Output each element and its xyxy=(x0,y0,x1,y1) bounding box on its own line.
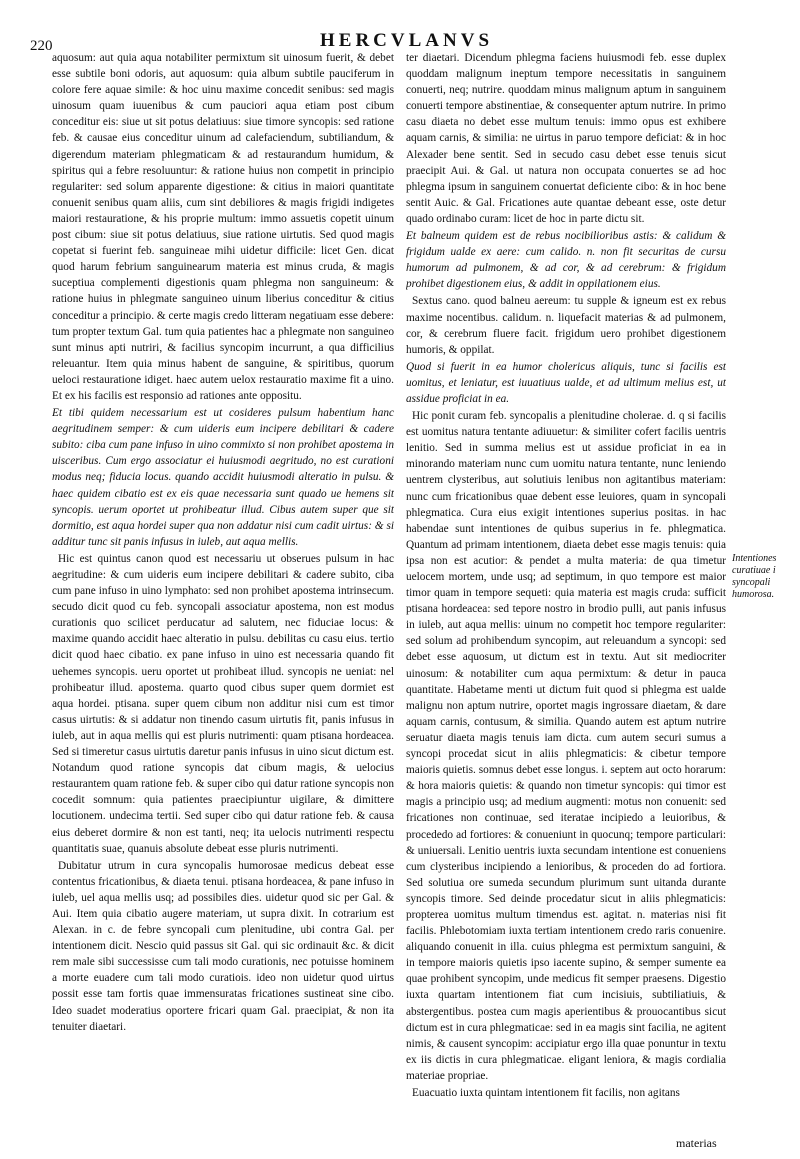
paragraph: Euacuatio iuxta quintam intentionem fit facilis, non agitans xyxy=(412,1087,680,1099)
paragraph: Quod si fuerit in ea humor cholericus aliquis, tunc si facilis est uomitus, et leniatur, est iuuatiuus ualde, et ad ultimum melius est, ut assidue proficiat in ea. xyxy=(406,360,726,405)
right-column xyxy=(406,50,726,1130)
paragraph: Dubitatur utrum in cura syncopalis humorosae medicus debeat esse contentus fricationibus, & diaeta tenui. ptisana hordeacea, & pane infuso in iuleb, uel aqua mellis usq; ad possibiles dies. uidetur quod sic per Gal. & Aui. Item quia cibatio augere materiam, ut supra dixit. In cotrarium est Alexan. in c. de febre syncopali cum plenitudine, ubi contra Gal. per intentionem dicit. Nescio quid passus sit Gal. qui sic ordinauit &c. & dicit rem male sibi successisse cum tali modo curationis, nec potuisse hominem a morte euadere cum tali modo curatiois. ideo non uidetur quod uirtus possit esse tam fortis quae immensuratas fricationes sustineat sine cibo. Ideo suadet moderatius oportere fricari quam Gal. praecipiat, & non ita tenuiter diaetari. xyxy=(52,859,394,1033)
paragraph: Hic ponit curam feb. syncopalis a plenitudine cholerae. d. q si facilis est uomitus natura tentante adiuuetur: & similiter cofert facilis uentris lenitio. Sed in summa melius est ut assidue proficiat in ea in minorando materiam nunc cum uomitu natura tentante, nunc leniendo uentrem clysteribus, aut solutiuis lenibus non agitantibus materiam: nunc cum fricationibus quae debent esse leuiores, quam in syncopali phlegmatica. Cura eius exigit intentiones superius positas. in hac habendae sunt intentiones de quibus superius in fe. phlegmatica. Quantum ad primam intentionem, diaeta debet esse magis tenuis: quia ipsa non est acutior: & pendet a multa materia: de qua timetur uelocem mortem, unde usq; ad septimum, in quo tempore est maior timor quam in tempore sequeti: quia materia est magis cruda: sufficit ptisana hordeacea: sed tepore nostro in brodio pulli, aut panis infusus in iuleb, aut aqua mellis: uinum no competit hoc tempore regulariter: sed solum ad prohibendum syncopim, aut releuandum a syncopi: sed debet esse aquosum, ut dictum est in textu. Aut sit mediocriter uinosum: & notabiliter cum aqua permixtum: & detur in pauca quantitate. Habetame menti ut dictum fuit quod si phlegma est ualde malignu non aptum nutrire, oportet magis ingrossare diaetam, & dare aquam carnis, contusum, & similia. Quando autem est aptum nutrire seruatur diaeta magis tenuis iam dicta. cum autem securi sumus a syncopi procedat sicut in aliis phlegmaticis: & cibetur tempore maioris quietis. somnus debet esse longus. i. septem aut octo horarum: & hora maioris quietis: & quando non timetur syncopis: qui timor est magis a principio usq; ad medium augmenti: motus non conuenit: sed fricationes non continuae, sed iteratae incipiedo a leuioribus, & procededo ad fortiores: & conueniunt in quocunq; tempore particulari: & uniuersali. Lenitio uentris iuxta secundam intentione est conueniens cum clysteribus incipiendo a lenioribus, & proceden do ad fortiora. Sed solutiua ore sumeda secundum plurimum sunt uitanda durante syncopis timore. Sed deinde procedatur sicut in aliis phlegmaticis: propterea uomitus multum timendus est. agitat. n. materias nisi fit facilis. Phlebotomiam iuxta tertiam intentionem credo raris conuenire. aliquando conuenit in illa. cuius phlegma est permixtum sanguini, & in tempore maioris quietis ipso iacente supino, & semper sumente ea quae prohibent syncopim, unde medicus fit semper praesens. Digestio iuxta quartam intentionem fiat cum incisiuis, subtiliatiuis, & abstergentibus. postea cum magis aperientibus & prouocantibus sicut dictum est in cura phlegmaticae: sed in ea magis sint facilia, ne agitent nimis, & causent syncopim: accipiatur ergo illa quae ponuntur in textu ex iis dictis in cura phlegmaticae. eligant leniora, & magis cordialia materiae propriae. xyxy=(406,410,726,1082)
paragraph: Sextus cano. quod balneu aereum: tu supple & igneum est ex rebus maxime nocentibus. calidum. n. liquefacit materias & ad pulmonem, cor, & cerebrum fluere facit. frigidum uero prohibet digestionem humoris, & oppilat. xyxy=(406,295,726,356)
paragraph: Et tibi quidem necessarium est ut cosideres pulsum habentium hanc aegritudinem semper: & cum uideris eum incipere debilitari & cadere subito: ciba cum pane infuso in uino commixto si non prohibet apostema in uisceribus. Cum ergo associatur ei huiusmodi aegritudo, no est curationi modus neq; fiducia locus. quando accidit huiusmodi alteratio in pulsu. & haec quidem cibatio est ex eis quae necessaria sunt quado ue hemens sit syncopis. uerum oportet ut prohibeatur illud. Cibus autem super que sit dormitio, est aqua hordei super qua non addatur nisi cum cadit uirtus: & si additur tunc sit panis infusus in iuleb, aut aqua mellis. xyxy=(52,407,394,548)
left-column xyxy=(52,50,394,1130)
margin-note: Intentiones curatiuae i syncopali humorosa. xyxy=(732,553,777,600)
paragraph: aquosum: aut quia aqua notabiliter permixtum sit uinosum fuerit, & debet esse subtile boni odoris, aut aquosum: quia album subtile pauciferum in colore fere aquae simile: & hoc uinu maxime concedit senibus: sed magis uinosum quam iuuenibus & cum pauciori aqua etiam post cibum conceditur eis: siue ut sit potus delatiuus: siue timore syncopis: sed ratione feb. & causae eius conceditur uinum ad calefaciendum, subtiliandum, & digerendum materiam phlegmaticam & ad restaurandum humidum, & spiritus qui a febre resoluuntur: & ratione huius non competit in principio regulariter: sed solum apparente digestione: & citius in maiori quantitate conuenit senibus quam aliis, cum sint debiliores & magis frigidi indigetes maiori restauratione, & his proprie multum: immo assuetis copetit uinum post cibum: siue sit potus delatiuus, siue ratione uirtutis. Sed quod magis copetat si fuerint feb. sanguineae mihi uidetur difficile: licet Gen. dicat quod harum febrium sanguinearum materia est minus cruda, & magis suceptiua complementi digestionis quam phlegma non sanguineum: & ratione huius in phlegmate sanguineo uinum liberius conceditur & citius conceditur a principio. & certe magis credo litteram negatiuam esse debere: tum propter textum Gal. tum quia patientes hac a phlegmate non sanguineo sunt minus apti nutriri, & facilius syncopim incurrunt, a qua difficilius releuantur. Item quia minus habent de sanguine, & spiritibus, quorum ueloci restauratione idiget. haec autem uelox restauratio maxime fit a uino. Et ex his facilis est responsio ad rationes ante oppositu. xyxy=(52,52,394,402)
paragraph: Hic est quintus canon quod est necessariu ut obserues pulsum in hac aegritudine: & cum uideris eum incipere debilitari & cadere subito, ciba cum pane infuso in uino lymphato: sed non prohibet apostema intrinsecum. secudo dicit quod cu feb. syncopali associatur apostema, non est modus curationis quo scilicet perducatur ad salutem, nec fiduciae locus: & maxime quando accidit haec alteratio in pulsu. debilitas cu casu eius. tertio dicit quod haec cibatio. ex pane infuso in uino est necessaria quando fit uehemes syncopis. ueru oportet ut prohibeat illud. syncopis ne ueniat: nel prohibeatur illud. apostema. quarto quod cibus super quem dormiet est aqua hordei. ptisana. super quem cibum non additur nisi cum est timor casus uirtutis: & si addatur non tinendo casum uirtutis fit, panis infusus in iuleb, aut in aqua mellis qui est pluris nutrimenti: quam ptisana hordeacea. Sed si timeretur casus uirtutis daretur panis infusus in uino sicut dictum est. Notandum quod ratione syncopis dat cibum magis, & uelocius restaurantem quam ratione feb. & super cibo qui datur ratione syncopis non cocedit somnum: quia patientes praecipiuntur uigilare, & dimittere locutionem. undecima tertii. Sed super cibo qui datur ratione feb. & causa eius deberet dormire & non est tanti, neq; ita uelocis nutrimenti respectu quantitatis suae, quanuis absolute debeat esse pluris nutrimenti. xyxy=(52,552,394,855)
page-number: 220 xyxy=(30,38,53,54)
paragraph: ter diaetari. Dicendum phlegma faciens huiusmodi feb. esse duplex quoddam malignum ineptum tempore necessitatis in sanguinem conuerti, neq; nutrire. quoddam minus malignum aptum in sanguinem conuerti tempore abstinentiae, & consequenter aptum nutrire. In primo casu diaeta no debet esse multum tenuis: immo opus est exhibere aquam carnis, & similia: ne uirtus in paruo tempore deficiat: & in hoc Alexader bene sentit. Sed in secudo casu debet esse tenuis sicut praecipit Aui. & Gal. ut natura non occupata conuertes se ad hoc phlegma ipsum in sanguinem conuertat deficiente cibo: & in hoc bene sentit Auic. & Gal. Fricationes aute quantae debeant esse, oste detur quado ordinabo curam: licet de hoc in parte dictu sit. xyxy=(406,52,726,225)
paragraph: Et balneum quidem est de rebus nocibilioribus astis: & calidum & frigidum ualde ex aere: cum calido. n. non fit securitas de cursu humorum ad pulmonem, & ad cor, & ad cerebrum: & frigidum prohibet digestionem eius, & addit in oppilationem eius. xyxy=(406,230,726,291)
running-head: HERCVLANVS xyxy=(320,30,494,51)
catchword: materias xyxy=(676,1136,717,1150)
